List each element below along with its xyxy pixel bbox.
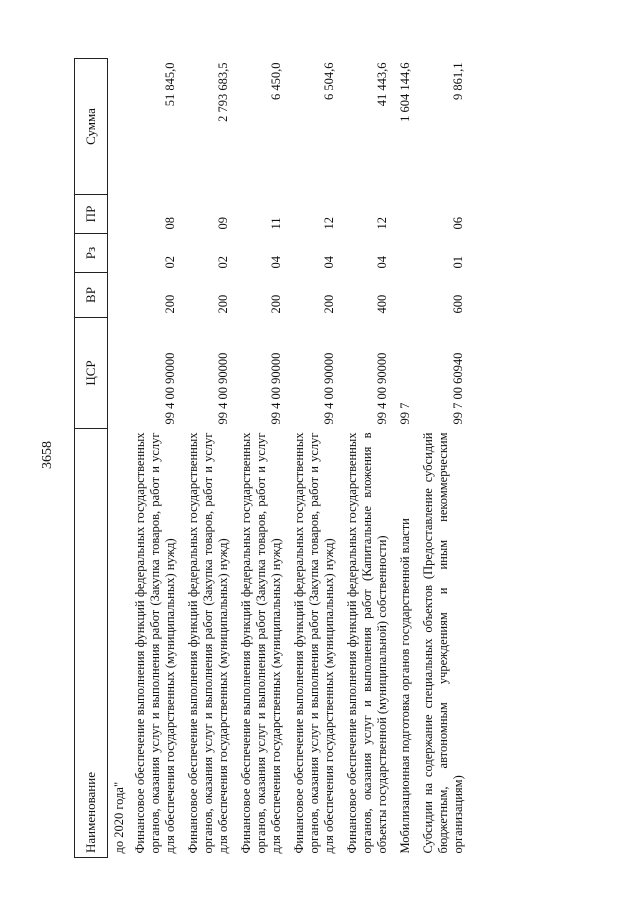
row-sum: 41 443,6 [375,62,389,107]
row-rz: 01 [451,256,465,269]
row-vr: 200 [163,294,177,314]
table-body [108,59,473,858]
row-rz [396,234,419,273]
row-rz: 04 [269,256,283,269]
row-sum: 51 845,0 [163,62,177,107]
table-row [237,59,290,858]
lead-text: до 2020 года" [112,781,126,854]
lead-row [108,59,132,858]
row-name: Финансовое обеспечение выполнения функций федеральных государственных органов, оказания услуг и выполнения работ (Закупка товаров, работ и услуг для обеспечения государственных (муниципальных) нужд) [292,432,336,854]
header-pr: ПР [75,195,108,234]
row-csr: 99 7 [398,402,412,425]
row-rz: 04 [322,256,336,269]
row-csr: 99 7 00 60940 [451,352,465,425]
header-name: Наименование [75,429,108,858]
table-row [343,59,396,858]
row-name: Финансовое обеспечение выполнения функций федеральных государственных органов, оказания услуг и выполнения работ (Закупка товаров, работ и услуг для обеспечения государственных (муниципальных) нужд) [186,432,230,854]
budget-table [74,58,472,858]
header-sum: Сумма [75,59,108,195]
table-row [290,59,343,858]
row-name: Финансовое обеспечение выполнения функций федеральных государственных органов, оказания услуг и выполнения работ (Закупка товаров, работ и услуг для обеспечения государственных (муниципальных) нужд) [239,432,283,854]
row-pr: 12 [375,217,389,230]
row-vr [396,273,419,318]
row-sum: 6 450,0 [269,62,283,100]
row-rz: 02 [216,256,230,269]
rotated-page [74,58,604,858]
row-sum: 2 793 683,5 [216,62,230,122]
row-csr: 99 4 00 90000 [375,352,389,425]
table-row [184,59,237,858]
row-rz: 02 [163,256,177,269]
row-vr: 200 [216,294,230,314]
table-row [419,59,472,858]
row-sum: 6 504,6 [322,62,336,100]
row-sum: 1 604 144,6 [398,62,412,122]
header-csr: ЦСР [75,318,108,429]
table-row [396,59,419,858]
header-rz: Рз [75,234,108,273]
row-name: Финансовое обеспечение выполнения функций федеральных государственных органов, оказания услуг и выполнения работ (Капитальные вложения в объекты государственной (муниципальной) собственности) [345,432,389,854]
row-csr: 99 4 00 90000 [163,352,177,425]
row-csr: 99 4 00 90000 [269,352,283,425]
row-pr [396,195,419,234]
table-header-row [75,59,108,858]
row-sum: 9 861,1 [451,62,465,100]
row-pr: 12 [322,217,336,230]
header-vr: ВР [75,273,108,318]
row-csr: 99 4 00 90000 [322,352,336,425]
row-rz: 04 [375,256,389,269]
row-vr: 200 [322,294,336,314]
table-row [131,59,184,858]
row-vr: 400 [375,294,389,314]
row-name: Финансовое обеспечение выполнения функций федеральных государственных органов, оказания услуг и выполнения работ (Закупка товаров, работ и услуг для обеспечения государственных (муниципальных) нужд) [133,432,177,854]
row-vr: 200 [269,294,283,314]
row-name: Мобилизационная подготовка органов государственной власти [398,518,412,854]
page-number: 3658 [40,441,55,469]
row-csr: 99 4 00 90000 [216,352,230,425]
row-pr: 06 [451,217,465,230]
row-name: Субсидии на содержание специальных объектов (Предоставление субсидий бюджетным, автономным учреждениям и иным некоммерческим организациям) [421,432,465,854]
row-pr: 09 [216,217,230,230]
row-vr: 600 [451,294,465,314]
row-pr: 11 [269,217,283,230]
row-pr: 08 [163,217,177,230]
